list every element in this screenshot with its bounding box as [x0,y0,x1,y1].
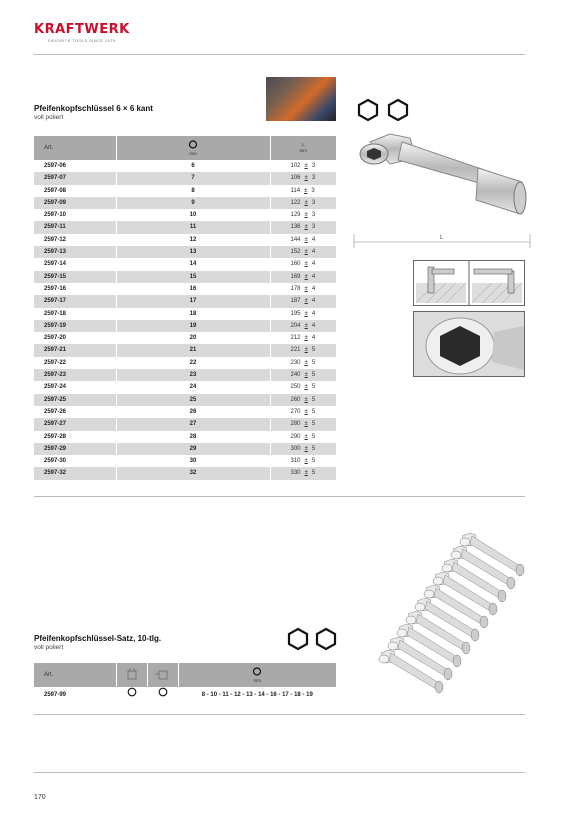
length-value: 152 [290,249,301,256]
cell-size: 30 [116,455,270,467]
cell-length [270,221,336,233]
set-size-unit: mm [253,678,261,683]
table-row [34,467,336,479]
section2-subtitle: voll poliert [34,644,64,651]
cell-length [270,197,336,209]
plus-minus-sign: ± [304,335,308,342]
socket-size-icon [188,140,198,149]
table-row [34,172,336,184]
table-row [34,185,336,197]
length-tolerance: 4 [311,249,316,256]
length-tolerance: 5 [311,347,316,354]
cell-size: 8 [116,185,270,197]
cell-size: 25 [116,394,270,406]
socket-profile-l-icon [155,668,171,680]
length-tolerance: 3 [311,187,315,194]
cell-art: 2597-30 [44,458,67,465]
plus-minus-sign: ± [304,199,308,206]
cell-art: 2597-10 [44,212,67,219]
cell-size: 15 [116,271,270,283]
length-value: 187 [290,298,301,305]
table-row [34,271,336,283]
cell-length [270,271,336,283]
plus-minus-sign: ± [304,322,308,329]
plus-minus-sign: ± [304,347,308,354]
table-row [34,443,336,455]
cell-art: 2597-06 [44,163,67,169]
cell-art: 2597-12 [44,236,67,243]
length-tolerance: 4 [311,273,316,280]
cell-art: 2597-27 [34,418,116,430]
length-tolerance: 4 [311,236,316,243]
circle-icon [127,687,137,697]
wrench-set-illustration [362,528,537,708]
cell-length [270,295,336,307]
brand-logo [34,22,130,43]
length-tolerance: 3 [311,212,316,219]
col-header-size [116,136,270,160]
cell-length [270,332,336,344]
section2-title: Pfeifenkopfschlüssel-Satz, 10-tlg. [34,634,162,643]
length-value: 260 [290,396,301,403]
table-row [34,344,336,356]
plus-minus-sign: ± [304,396,308,403]
cell-size: 24 [116,381,270,393]
hex-socket-closeup-drawing [414,312,524,376]
table-row [34,332,336,344]
cell-size: 10 [116,209,270,221]
length-tolerance: 3 [311,199,316,206]
length-tolerance: 3 [311,175,316,182]
table-row [34,431,336,443]
set-col-header-hex-socket-2 [147,663,178,687]
table-row [34,283,336,295]
section1-hex-symbols [356,98,412,127]
length-tolerance: 4 [311,310,316,317]
plus-minus-sign: ± [304,224,308,231]
cell-size: 23 [116,369,270,381]
cell-length [270,172,336,184]
cell-art: 2597-28 [44,433,67,440]
plus-minus-sign: ± [304,421,308,428]
cell-length [270,234,336,246]
plus-minus-sign: ± [304,175,308,182]
table-row [34,320,336,332]
length-tolerance: 4 [311,322,316,329]
length-value: 212 [290,335,301,342]
table-row [34,258,336,270]
plus-minus-sign: ± [304,285,308,292]
cell-length [270,455,336,467]
cell-art: 2597-17 [34,295,116,307]
length-value: 330 [290,470,301,477]
table-row [34,209,336,221]
cell-size: 9 [116,197,270,209]
cell-art: 2597-14 [44,261,67,268]
cell-art: 2597-25 [34,394,116,406]
cell-length [270,185,336,197]
cell-art: 2597-07 [34,172,116,184]
product-usage-photo [266,77,336,121]
brand-tagline: FAVORITE TOOLS SINCE 1979 [48,38,116,43]
length-tolerance: 5 [311,421,316,428]
length-value: 280 [290,421,301,428]
section1-title: Pfeifenkopfschlüssel 6 × 6 kant [34,104,153,113]
cell-length [270,258,336,270]
footer-divider [34,772,525,773]
length-value: 310 [290,458,301,465]
cell-length [270,394,336,406]
plus-minus-sign: ± [304,163,308,169]
length-tolerance: 5 [311,445,316,452]
length-tolerance: 3 [311,224,316,231]
length-value: 160 [290,261,301,268]
table-row [34,394,336,406]
length-value: 230 [290,359,301,366]
plus-minus-sign: ± [304,470,308,477]
plus-minus-sign: ± [304,236,308,243]
spec-table [34,136,336,480]
socket-size-icon [252,667,262,676]
plus-minus-sign: ± [304,249,308,256]
length-tolerance: 5 [311,433,316,440]
plus-minus-sign: ± [304,298,308,305]
length-value: 270 [290,408,301,415]
wrench-set-drawing [362,528,537,703]
plus-minus-sign: ± [304,261,308,268]
table-row [34,406,336,418]
length-value: 290 [290,433,301,440]
set-wrench [379,650,443,693]
length-tolerance: 3 [311,163,316,169]
cell-size: 16 [116,283,270,295]
length-tolerance: 5 [311,408,316,415]
length-value: 102 [290,163,301,169]
set-col-header-art: Art. [34,663,116,687]
length-value: 178 [290,285,301,292]
length-value: 300 [290,445,301,452]
cell-size: 27 [116,418,270,430]
l-wrench-drawing [350,124,535,252]
table-row [34,381,336,393]
cell-art: 2597-13 [34,246,116,258]
cell-art: 2597-21 [34,344,116,356]
plus-minus-sign: ± [304,212,308,219]
wrench-illustration [350,124,535,257]
socket-profile-icon [125,668,139,680]
length-tolerance: 5 [311,458,316,465]
cell-length [270,467,336,479]
length-value: 114 [290,187,301,194]
table-row [34,221,336,233]
length-tolerance: 4 [311,298,316,305]
set-table [34,663,336,702]
length-value: 204 [290,322,301,329]
length-tolerance: 4 [311,335,316,342]
length-tolerance: 5 [311,384,316,391]
plus-minus-sign: ± [304,372,308,379]
table-row [34,369,336,381]
length-tolerance: 5 [311,396,316,403]
table-row [34,234,336,246]
plus-minus-sign: ± [304,273,308,280]
cell-art: 2597-08 [44,187,67,194]
cell-art: 2597-23 [34,369,116,381]
cell-size: 28 [116,431,270,443]
cell-size: 13 [116,246,270,258]
double-hexagon-icon [356,98,412,122]
plus-minus-sign: ± [304,458,308,465]
col-header-length [270,136,336,160]
cell-length [270,283,336,295]
brand-name: KRAFTWERK [34,22,130,37]
length-value: 136 [290,224,301,231]
double-hexagon-icon [286,627,338,651]
cell-size: 26 [116,406,270,418]
cell-size: 7 [116,172,270,184]
cell-size: 18 [116,308,270,320]
cell-size: 20 [116,332,270,344]
length-tolerance: 5 [311,470,316,477]
length-label: L [301,142,305,147]
plus-minus-sign: ± [304,445,308,452]
cell-art: 2597-24 [44,384,67,391]
cell-art: 2597-32 [34,467,116,479]
cell-size: 29 [116,443,270,455]
usage-diagram [413,260,525,306]
length-value: 169 [290,273,301,280]
cell-size: 14 [116,258,270,270]
cell-length [270,406,336,418]
cell-length [270,160,336,172]
set-col-header-hex-socket [116,663,147,687]
table-row [34,197,336,209]
cell-size: 6 [116,160,270,172]
section1-subtitle: voll poliert [34,114,64,121]
cell-art: 2597-16 [44,285,67,292]
cell-length [270,381,336,393]
section-divider-2 [34,714,525,715]
cell-length [270,443,336,455]
plus-minus-sign: ± [304,408,308,415]
cell-length [270,209,336,221]
cell-art: 2597-15 [34,271,116,283]
cell-size: 32 [116,467,270,479]
section-divider [34,496,525,497]
cell-length [270,344,336,356]
page-number: 170 [34,794,46,801]
cell-art: 2597-22 [44,359,67,366]
cell-length [270,320,336,332]
set-sizes: 8 - 10 - 11 - 12 - 13 - 14 - 16 - 17 - 18 - 19 [178,687,336,702]
cell-art: 2597-20 [44,335,67,342]
cell-size: 21 [116,344,270,356]
length-value: 240 [290,372,301,379]
cell-size: 22 [116,357,270,369]
plus-minus-sign: ± [304,310,308,317]
cell-length [270,246,336,258]
length-value: 144 [290,236,301,243]
length-value: 250 [290,384,301,391]
cell-art: 2597-26 [44,408,67,415]
cell-length [270,418,336,430]
plus-minus-sign: ± [304,384,308,391]
cell-art: 2597-11 [34,221,116,233]
cell-size: 11 [116,221,270,233]
cell-length [270,431,336,443]
set-socket-symbol-2 [147,687,178,702]
table-row [34,160,336,172]
cell-length [270,369,336,381]
circle-icon [158,687,168,697]
set-col-header-sizes [178,663,336,687]
table-row [34,418,336,430]
section2-heading [34,634,161,651]
plus-minus-sign: ± [304,187,308,194]
length-value: 129 [290,212,301,219]
table-row [34,455,336,467]
cell-art: 2597-19 [34,320,116,332]
length-tolerance: 5 [311,372,316,379]
plus-minus-sign: ± [304,359,308,366]
set-socket-symbol-1 [116,687,147,702]
cell-length [270,357,336,369]
cell-size: 12 [116,234,270,246]
length-unit: mm [299,148,307,153]
cell-art: 2597-09 [34,197,116,209]
cell-art: 2597-29 [34,443,116,455]
length-tolerance: 4 [311,285,316,292]
header-divider [34,54,525,55]
length-value: 106 [290,175,301,182]
plus-minus-sign: ± [304,433,308,440]
length-tolerance: 4 [311,261,316,268]
cell-size: 19 [116,320,270,332]
cell-art: 2597-18 [44,310,67,317]
cell-length [270,308,336,320]
length-tolerance: 5 [311,359,316,366]
length-value: 195 [290,310,301,317]
table-row [34,308,336,320]
cell-size: 17 [116,295,270,307]
set-art: 2597-99 [44,691,67,698]
col-header-art: Art. [34,136,116,160]
length-value: 122 [290,199,301,206]
section1-heading [34,104,153,121]
section2-hex-symbols [286,627,338,656]
dimension-label: L [440,235,444,241]
table-row [34,246,336,258]
hex-socket-closeup [413,311,525,377]
length-value: 221 [290,347,301,354]
size-unit: mm [189,151,197,156]
table-row [34,357,336,369]
usage-cross-section-drawing [414,261,524,305]
table-row [34,295,336,307]
